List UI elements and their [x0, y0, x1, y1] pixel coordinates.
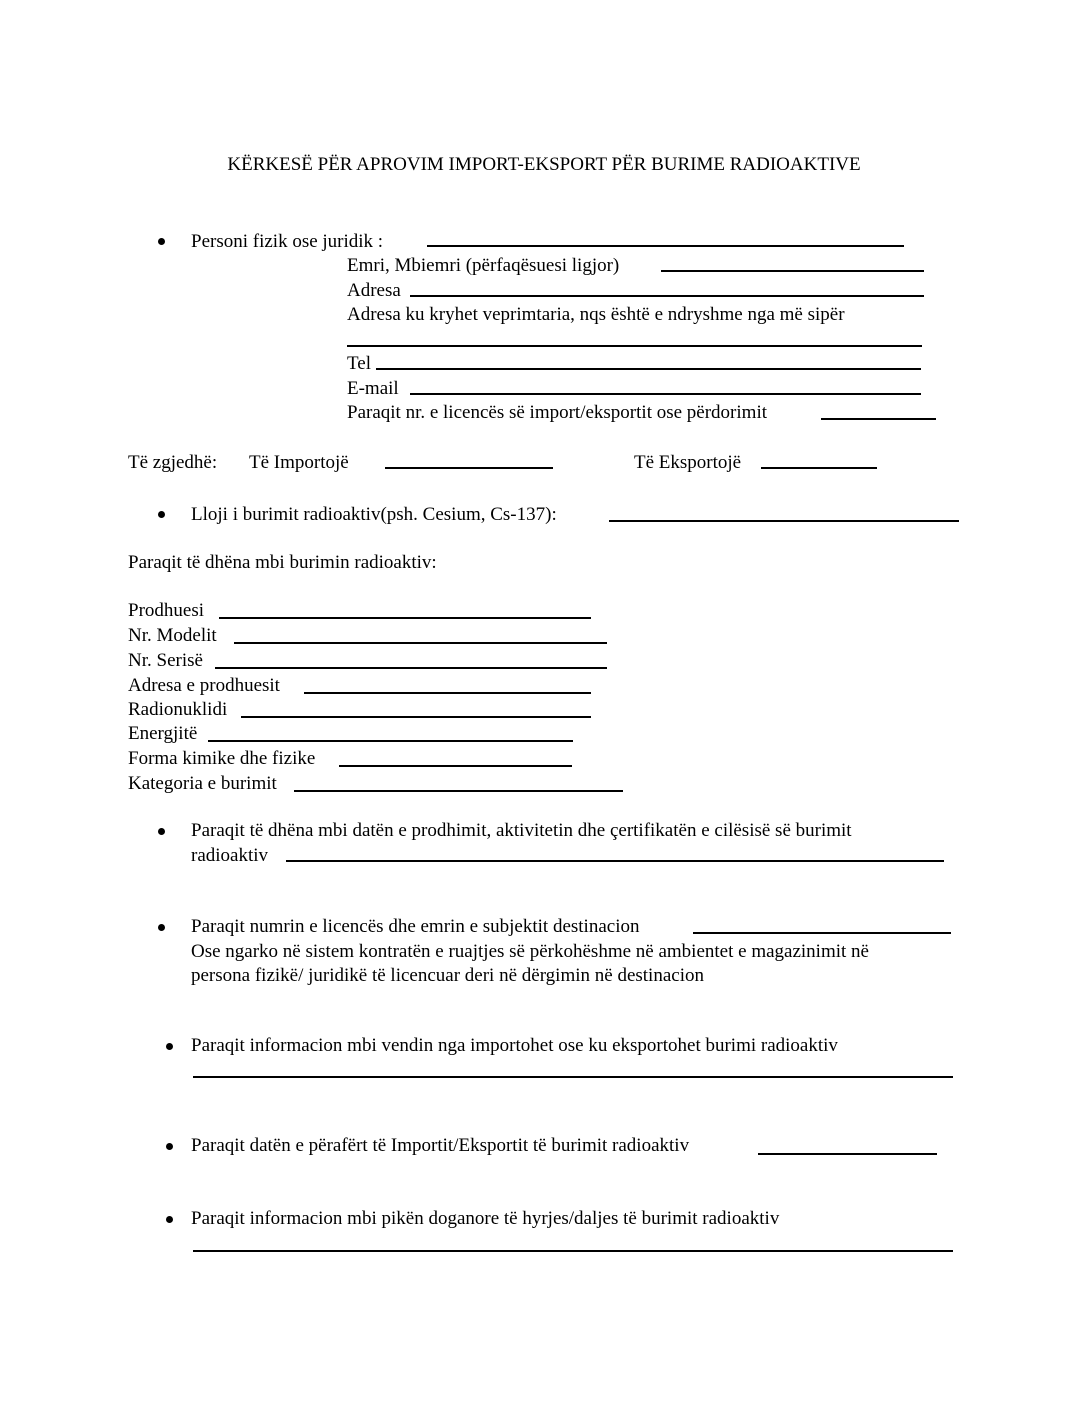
energy-field[interactable]	[208, 740, 573, 742]
form-field[interactable]	[339, 765, 572, 767]
tel-field[interactable]	[376, 368, 921, 370]
category-field[interactable]	[294, 790, 623, 792]
customs-point-label: Paraqit informacion mbi pikën doganore të hyrjes/daljes të burimit radioaktiv	[191, 1208, 780, 1229]
manufacturer-label: Prodhuesi	[128, 600, 204, 621]
source-type-field[interactable]	[609, 520, 959, 522]
page-title: KËRKESË PËR APROVIM IMPORT-EKSPORT PËR BURIME RADIOAKTIVE	[227, 154, 861, 175]
approx-date-field[interactable]	[758, 1153, 937, 1155]
model-label: Nr. Modelit	[128, 625, 217, 646]
address-field[interactable]	[410, 295, 924, 297]
radionuclide-label: Radionuklidi	[128, 699, 228, 720]
bullet-icon	[166, 1143, 173, 1150]
radionuclide-field[interactable]	[241, 716, 591, 718]
destination-field[interactable]	[693, 932, 951, 934]
license-field[interactable]	[821, 418, 936, 420]
destination-line2: Ose ngarko në sistem kontratën e ruajtjes së përkohëshme në ambientet e magazinimit në	[191, 941, 869, 962]
approx-date-label: Paraqit datën e përafërt të Importit/Eksportit të burimit radioaktiv	[191, 1135, 690, 1156]
serial-field[interactable]	[215, 667, 607, 669]
model-field[interactable]	[234, 642, 607, 644]
manufacturer-address-field[interactable]	[304, 692, 591, 694]
tel-label: Tel	[347, 353, 371, 374]
production-date-field[interactable]	[286, 860, 944, 862]
bullet-icon	[158, 924, 165, 931]
production-date-line2: radioaktiv	[191, 845, 269, 866]
applicant-label: Personi fizik ose juridik :	[191, 231, 384, 252]
bullet-icon	[158, 828, 165, 835]
export-label: Të Eksportojë	[634, 452, 742, 473]
license-label: Paraqit nr. e licencës së import/eksportit ose përdorimit	[347, 402, 768, 423]
serial-label: Nr. Serisë	[128, 650, 203, 671]
bullet-icon	[166, 1216, 173, 1223]
destination-line3: persona fizikë/ juridikë të licencuar deri në dërgimin në destinacion	[191, 965, 704, 986]
source-type-label: Lloji i burimit radioaktiv(psh. Cesium, Cs-137):	[191, 504, 557, 525]
activity-address-field[interactable]	[347, 345, 922, 347]
bullet-icon	[166, 1043, 173, 1050]
source-data-heading: Paraqit të dhëna mbi burimin radioaktiv:	[128, 552, 437, 573]
name-label: Emri, Mbiemri (përfaqësuesi ligjor)	[347, 255, 620, 276]
production-date-line1: Paraqit të dhëna mbi datën e prodhimit, aktivitetin dhe çertifikatën e cilësisë së burimit	[191, 820, 852, 841]
export-field[interactable]	[761, 467, 877, 469]
destination-line1: Paraqit numrin e licencës dhe emrin e subjektit destinacion	[191, 916, 640, 937]
name-field[interactable]	[661, 270, 924, 272]
manufacturer-field[interactable]	[219, 617, 591, 619]
bullet-icon	[158, 511, 165, 518]
email-field[interactable]	[410, 393, 921, 395]
form-label: Forma kimike dhe fizike	[128, 748, 316, 769]
email-label: E-mail	[347, 378, 399, 399]
country-info-field[interactable]	[193, 1076, 953, 1078]
applicant-field[interactable]	[427, 245, 904, 247]
bullet-icon	[158, 238, 165, 245]
energy-label: Energjitë	[128, 723, 198, 744]
activity-address-label: Adresa ku kryhet veprimtaria, nqs është e ndryshme nga më sipër	[347, 304, 845, 325]
country-info-label: Paraqit informacion mbi vendin nga importohet ose ku eksportohet burimi radioaktiv	[191, 1035, 838, 1056]
address-label: Adresa	[347, 280, 401, 301]
import-label: Të Importojë	[249, 452, 349, 473]
customs-point-field[interactable]	[193, 1250, 953, 1252]
import-field[interactable]	[385, 467, 553, 469]
category-label: Kategoria e burimit	[128, 773, 277, 794]
manufacturer-address-label: Adresa e prodhuesit	[128, 675, 280, 696]
choice-label: Të zgjedhë:	[128, 452, 218, 473]
